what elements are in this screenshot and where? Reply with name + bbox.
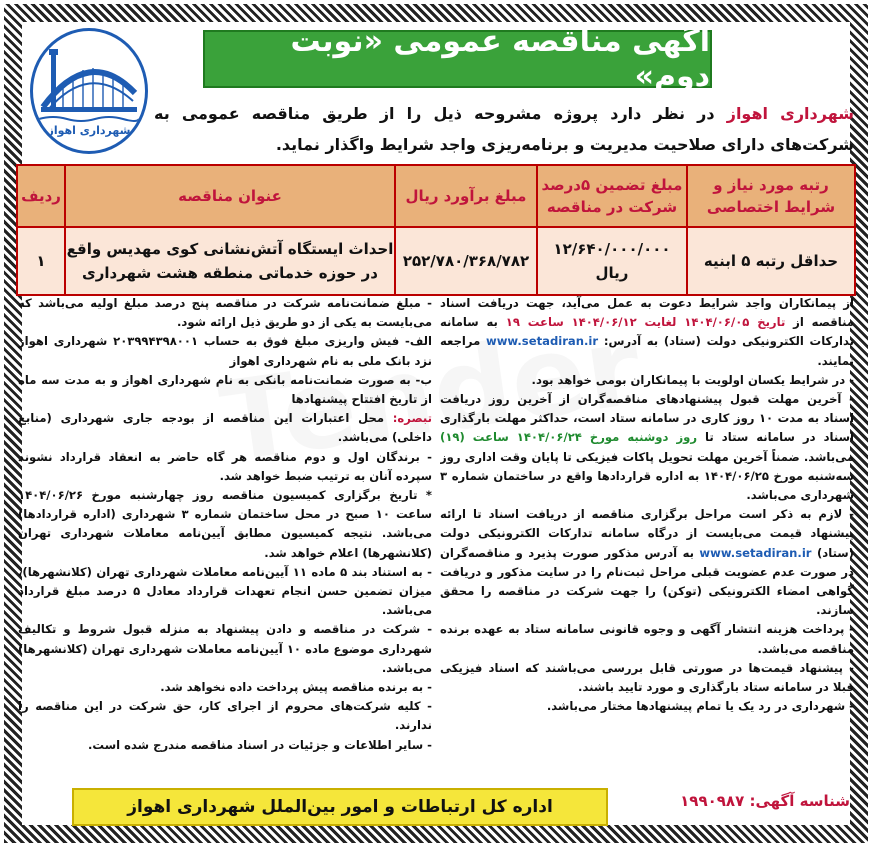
cell-estimate: ۲۵۲/۷۸۰/۳۶۸/۷۸۲ bbox=[395, 227, 537, 295]
header-rank: رتبه مورد نیاز و شرایط اختصاصی bbox=[687, 165, 855, 227]
list-item: - پیشنهاد قیمت‌ها در صورتی قابل بررسی می‌باشند که اسناد فیزیکی قبلا در سامانه ستاد بارگذاری و مورد تایید باشند. bbox=[440, 660, 854, 695]
list-item: الف- فیش واریزی مبلغ فوق به حساب ۲۰۳۹۹۴۳۹۸۰۰۱ شهرداری اهواز نزد بانک ملی به نام شهرداری اهواز bbox=[18, 334, 432, 368]
list-item: - شهرداری در رد یک یا تمام پیشنهادها مختار می‌باشد. bbox=[546, 699, 854, 714]
intro-paragraph bbox=[154, 98, 854, 160]
setad-link[interactable]: www.setadiran.ir bbox=[699, 545, 812, 560]
list-item: - به استناد بند ۵ ماده ۱۱ آیین‌نامه معاملات شهرداری تهران (کلانشهرها)، میزان تضمین حسن انجام تعهدات قرارداد معادل ۵ درصد مبلغ قرارداد می‌باشد. bbox=[18, 564, 432, 618]
list-item: از پیمانکاران واجد شرایط دعوت به عمل می‌آید، جهت دریافت اسناد مناقصه از تاریخ ۱۴۰۴/۰۶/۰۵ لغایت ۱۴۰۴/۰۶/۱۲ ساعت ۱۹ به سامانه تدارکات الکترونیکی دولت (ستاد) به آدرس: www.setadiran.ir مراجعه نمایند. bbox=[440, 296, 854, 368]
list-item: * تاریخ برگزاری کمیسیون مناقصه روز چهارشنبه مورخ ۱۴۰۴/۰۶/۲۶ ساعت ۱۰ صبح در محل ساختمان شماره ۳ شهرداری (اداره قراردادها) می‌باشد. نتیجه کمیسیون مطابق آیین‌نامه معاملات شهرداری تهران (کلانشهرها) اعلام خواهد شد. bbox=[18, 488, 432, 560]
list-item: - به برنده مناقصه پیش پرداخت داده نخواهد شد. bbox=[160, 680, 432, 695]
table-row bbox=[17, 227, 855, 295]
list-item: - شرکت در مناقصه و دادن پیشنهاد به منزله قبول شروط و تکالیف شهرداری موضوع ماده ۱۰ آیین‌نامه معاملات شهرداری تهران (کلانشهرها) می‌باشد. bbox=[18, 622, 432, 675]
cell-guarantee: ۱۲/۶۴۰/۰۰۰/۰۰۰ ریال bbox=[537, 227, 687, 295]
list-item: ب- به صورت ضمانت‌نامه بانکی به نام شهرداری اهواز و به مدت سه ماه از تاریخ افتتاح پیشنهادها bbox=[18, 372, 432, 407]
list-item: - برندگان اول و دوم مناقصه هر گاه حاضر به انعقاد قرارداد نشوند سپرده آنان به ترتیب ضبط خواهد شد. bbox=[18, 449, 432, 483]
list-item: - سایر اطلاعات و جزئیات در اسناد مناقصه مندرج شده است. bbox=[88, 737, 432, 752]
cell-index: ۱ bbox=[17, 227, 65, 295]
footer-banner bbox=[72, 788, 608, 826]
header-estimate: مبلغ برآورد ریال bbox=[395, 165, 537, 227]
tender-table bbox=[16, 164, 856, 296]
title-banner bbox=[203, 24, 712, 94]
intro-text: در نظر دارد پروژه مشروحه ذیل را از طریق مناقصه عمومی به شرکت‌های دارای صلاحیت مدیریت و برنامه‌ریزی واجد شرایط واگذار نماید. bbox=[154, 104, 854, 154]
list-item: تبصره: محل اعتبارات این مناقصه از بودجه جاری شهرداری (منابع داخلی) می‌باشد. bbox=[18, 411, 432, 445]
left-column bbox=[18, 294, 432, 784]
department-name: اداره کل ارتباطات و امور بین‌الملل شهرداری اهواز bbox=[127, 797, 553, 817]
header-index: ردیف bbox=[17, 165, 65, 227]
organization-name: شهرداری اهواز bbox=[726, 104, 854, 123]
conditions-columns bbox=[18, 294, 854, 784]
list-item: - کلیه شرکت‌های محروم از اجرای کار، حق شرکت در این مناقصه را ندارند. bbox=[18, 699, 432, 733]
ad-number: شناسه آگهی: ۱۹۹۰۹۸۷ bbox=[680, 792, 850, 810]
logo-caption: شهرداری اهواز bbox=[47, 124, 131, 137]
right-column bbox=[440, 294, 854, 784]
list-item: - آخرین مهلت قبول پیشنهادهای مناقصه‌گران از آخرین روز دریافت اسناد به مدت ۱۰ روز کاری در سامانه ستاد است، حداکثر مهلت بارگذاری اسناد در سامانه ستاد تا روز دوشنبه مورخ ۱۴۰۴/۰۶/۲۴ ساعت (۱۹) می‌باشد. ضمناً آخرین مهلت تحویل پاکات فیزیکی تا پایان وقت اداری روز سه‌شنبه مورخ ۱۴۰۴/۰۶/۲۵ به اداره قراردادها واقع در ساختمان شماره ۳ شهرداری می‌باشد. bbox=[440, 392, 854, 503]
ahvaz-bridge-logo-icon bbox=[30, 28, 148, 154]
list-item: - پرداخت هزینه انتشار آگهی و وجوه قانونی سامانه ستاد به عهده برنده مناقصه می‌باشد. bbox=[440, 622, 854, 656]
list-item: - در شرایط یکسان اولویت با پیمانکاران بومی خواهد بود. bbox=[531, 372, 854, 387]
list-item: - مبلغ ضمانت‌نامه شرکت در مناقصه پنج درصد مبلغ اولیه می‌باشد که می‌بایست به یکی از دو طریق ذیل ارائه شود. bbox=[18, 296, 432, 330]
setad-link[interactable]: www.setadiran.ir bbox=[486, 334, 599, 349]
header-guarantee: مبلغ تضمین ۵درصد شرکت در مناقصه bbox=[537, 165, 687, 227]
cell-rank: حداقل رتبه ۵ ابنیه bbox=[687, 227, 855, 295]
list-item: - لازم به ذکر است مراحل برگزاری مناقصه از دریافت اسناد تا ارائه پیشنهاد قیمت می‌بایست از درگاه سامانه تدارکات الکترونیکی دولت (ستاد) www.setadiran.ir به آدرس مذکور صورت پذیرد و مناقصه‌گران در صورت عدم عضویت قبلی مراحل ثبت‌نام را در سایت مذکور و دریافت گواهی امضاء الکترونیکی (توکن) را جهت شرکت در مناقصه را محقق سازند. bbox=[440, 507, 854, 618]
page-title: آگهی مناقصه عمومی «نوبت دوم» bbox=[290, 24, 710, 94]
table-header-row bbox=[17, 165, 855, 227]
header-title: عنوان مناقصه bbox=[65, 165, 395, 227]
cell-title: احداث ایستگاه آتش‌نشانی کوی مهدیس واقع در حوزه خدماتی منطقه هشت شهرداری bbox=[65, 227, 395, 295]
